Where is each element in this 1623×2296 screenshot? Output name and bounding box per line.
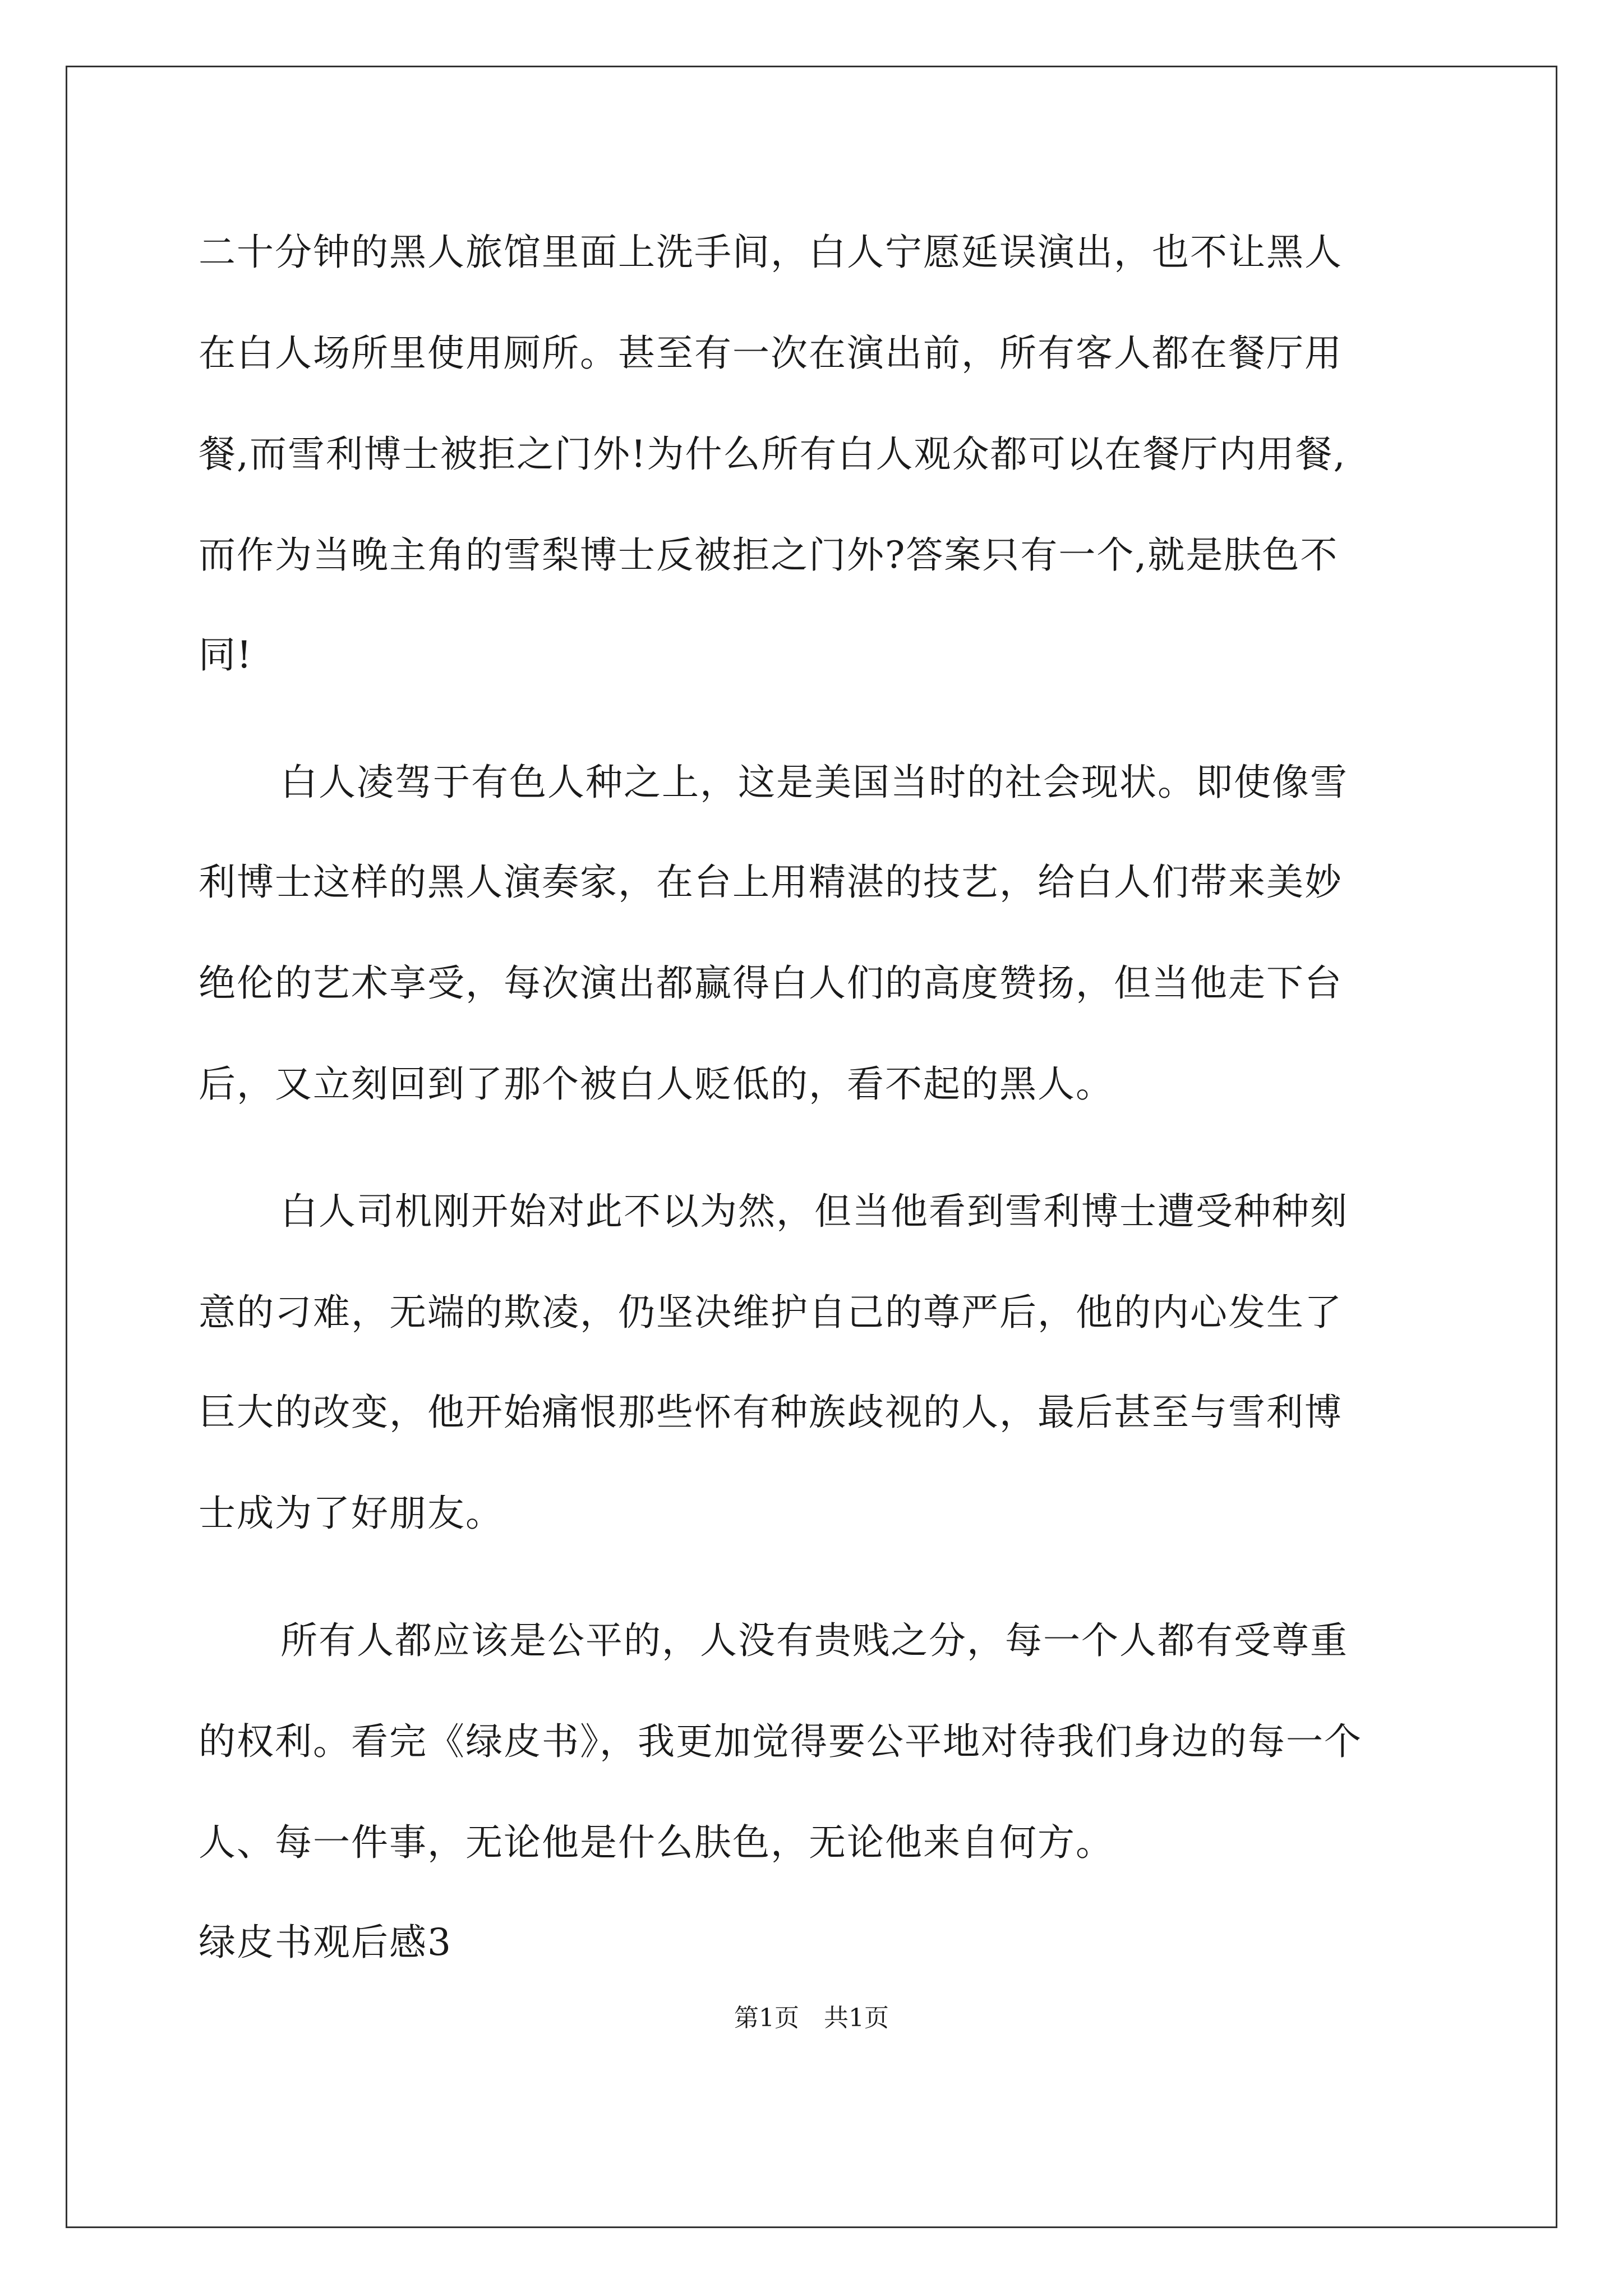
text-line: 后，又立刻回到了那个被白人贬低的，看不起的黑人。	[199, 1062, 1114, 1106]
paragraph-first-line: 白人凌驾于有色人种之上，这是美国当时的社会现状。即使像雪	[280, 761, 1348, 804]
page-border	[66, 66, 1557, 2228]
text-line: 餐,而雪利博士被拒之门外!为什么所有白人观众都可以在餐厅内用餐,	[199, 432, 1347, 476]
text-line: 二十分钟的黑人旅馆里面上洗手间，白人宁愿延误演出，也不让黑人	[199, 231, 1343, 274]
text-line: 绝伦的艺术享受，每次演出都赢得白人们的高度赞扬，但当他走下台	[199, 961, 1343, 1005]
section-heading: 绿皮书观后感3	[199, 1921, 452, 1964]
text-line: 在白人场所里使用厕所。甚至有一次在演出前，所有客人都在餐厅用	[199, 332, 1343, 375]
page-number: 第1页	[734, 2004, 799, 2032]
text-line: 巨大的改变，他开始痛恨那些怀有种族歧视的人，最后甚至与雪利博	[199, 1391, 1343, 1434]
text-line: 利博士这样的黑人演奏家，在台上用精湛的技艺，给白人们带来美妙	[199, 861, 1343, 904]
page-footer	[0, 2003, 1623, 2034]
text-line: 同!	[199, 633, 253, 677]
text-line: 而作为当晚主角的雪梨博士反被拒之门外?答案只有一个,就是肤色不	[199, 533, 1339, 577]
text-line: 的权利。看完《绿皮书》，我更加觉得要公平地对待我们身边的每一个	[199, 1720, 1362, 1763]
text-line: 意的刁难，无端的欺凌，仍坚决维护自己的尊严后，他的内心发生了	[199, 1291, 1343, 1334]
text-line: 人、每一件事，无论他是什么肤色，无论他来自何方。	[199, 1821, 1114, 1864]
paragraph-first-line: 白人司机刚开始对此不以为然，但当他看到雪利博士遭受种种刻	[280, 1190, 1348, 1233]
paragraph-first-line: 所有人都应该是公平的，人没有贵贱之分，每一个人都有受尊重	[280, 1619, 1348, 1662]
text-line: 士成为了好朋友。	[199, 1492, 504, 1535]
page-total: 共1页	[824, 2004, 889, 2032]
